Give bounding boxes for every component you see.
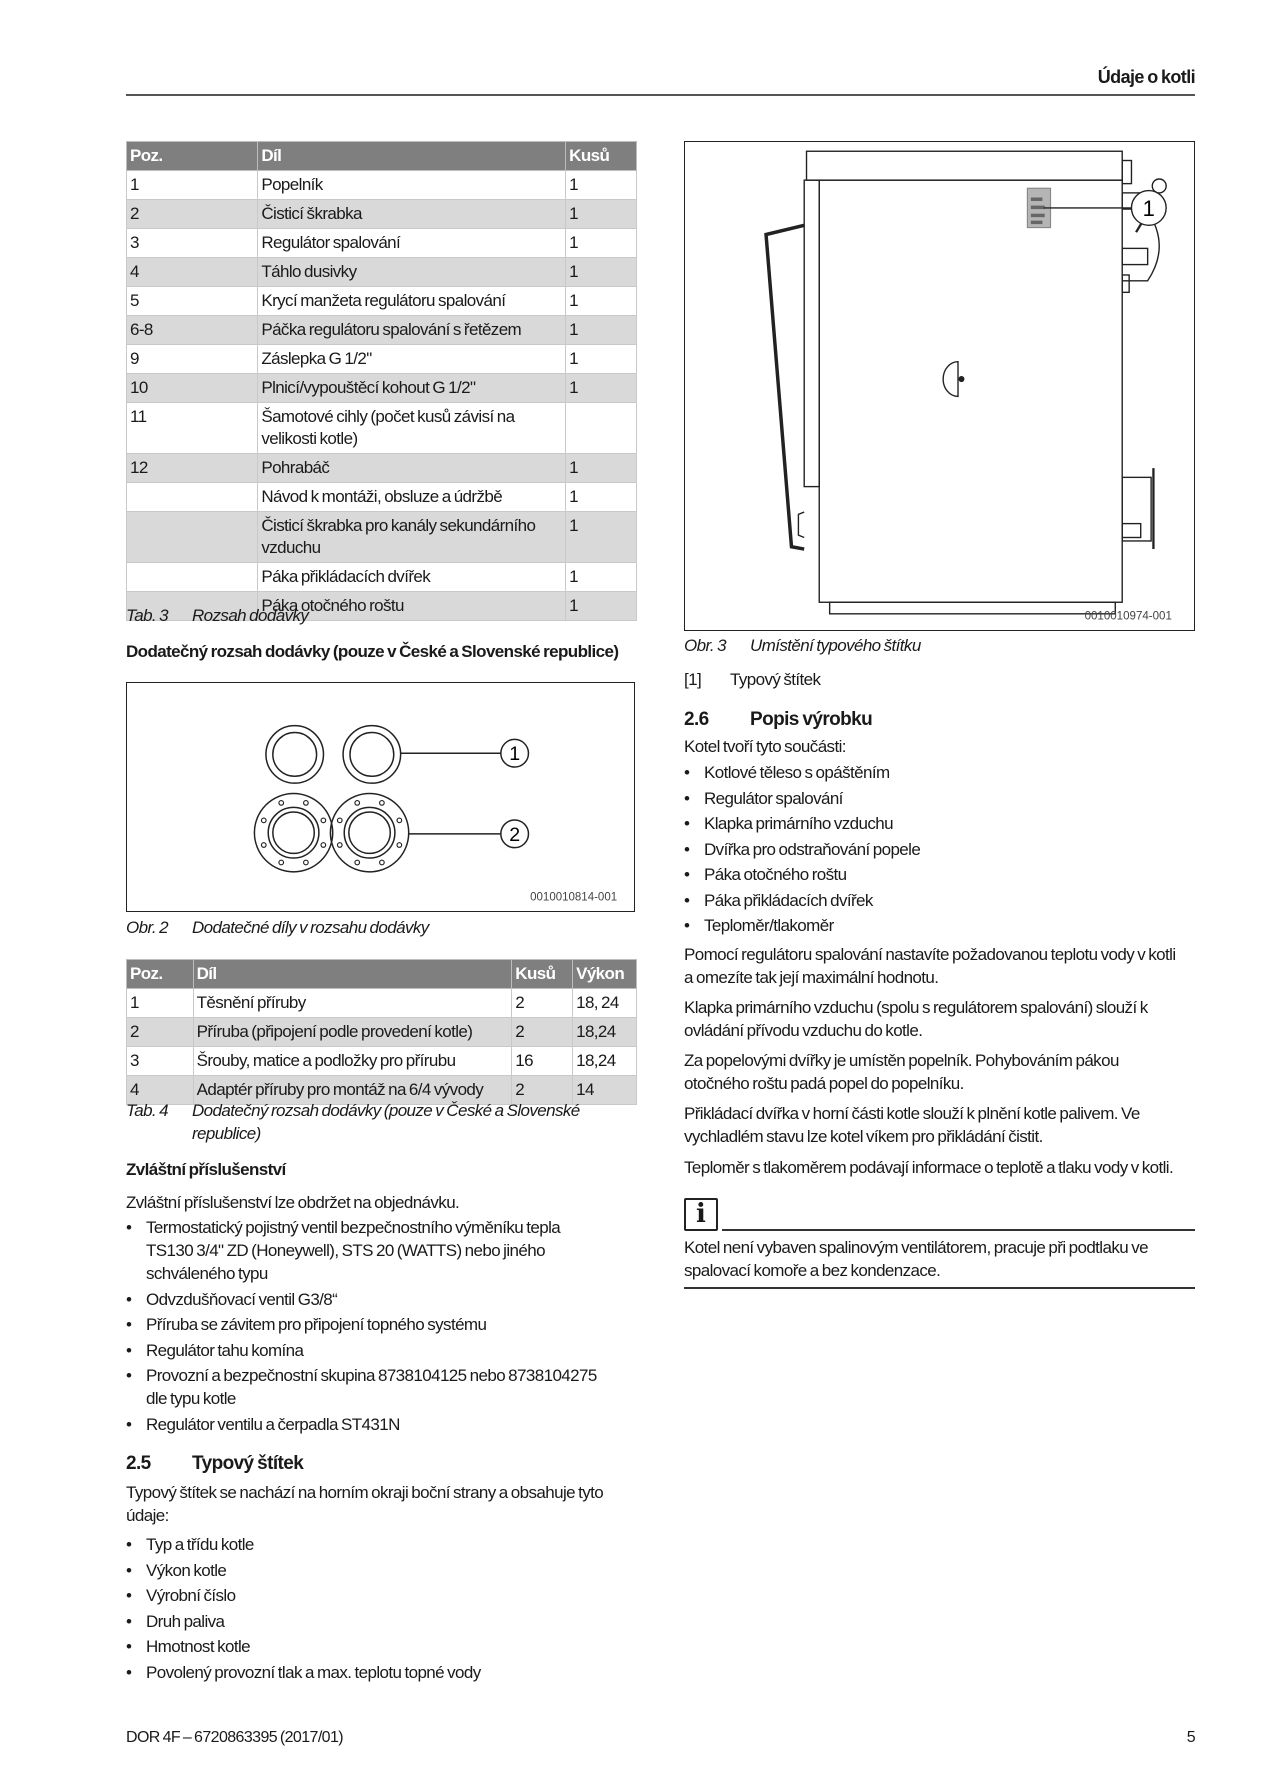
paragraph: Teploměr s tlakoměrem podávají informace o teplotě a tlaku vody v kotli. bbox=[684, 1158, 1174, 1177]
table-row bbox=[127, 374, 637, 403]
cell-part: Regulátor spalování bbox=[258, 229, 566, 258]
additional-delivery-table bbox=[126, 959, 637, 1105]
cell-part: Těsnění příruby bbox=[193, 989, 512, 1018]
table-row bbox=[127, 316, 637, 345]
table-row bbox=[127, 403, 637, 454]
cell-qty: 1 bbox=[566, 171, 637, 200]
gasket-ring bbox=[343, 726, 401, 784]
bolt-hole bbox=[337, 818, 342, 823]
bullet-icon: • bbox=[126, 1366, 132, 1385]
table-row bbox=[127, 483, 637, 512]
front-panel bbox=[804, 180, 819, 486]
flange-part bbox=[330, 794, 408, 872]
table-row bbox=[127, 200, 637, 229]
cell-pos: 10 bbox=[127, 374, 258, 403]
bolt-hole bbox=[304, 801, 309, 806]
table3-caption-number: Tab. 3 bbox=[126, 606, 169, 625]
note-text: Kotel není vybaven spalinovým ventilátorem, pracuje při podtlaku ve spalovací komoře a bez kondenzace. bbox=[684, 1238, 1148, 1280]
boiler-top-cover bbox=[807, 151, 1123, 180]
cell-part: Návod k montáži, obsluze a údržbě bbox=[258, 483, 566, 512]
list-item-text: Regulátor tahu komína bbox=[146, 1340, 304, 1360]
bullet-icon: • bbox=[126, 1414, 132, 1434]
list-item-text: Odvzdušňovací ventil G3/8“ bbox=[146, 1289, 338, 1309]
cell-qty: 1 bbox=[566, 563, 637, 592]
cell-qty: 1 bbox=[566, 374, 637, 403]
bolt-hole bbox=[304, 860, 309, 865]
boiler-base bbox=[830, 602, 1116, 614]
cell-part: Páka přikládacích dvířek bbox=[258, 563, 566, 592]
paragraph: Přikládací dvířka v horní části kotle slouží k plnění kotle palivem. Ve vychladlém stavu lze kotel víkem pro přikládání čistit. bbox=[684, 1104, 1140, 1146]
scope-of-delivery-table bbox=[126, 141, 637, 621]
cell-qty bbox=[566, 403, 637, 454]
bullet-icon: • bbox=[684, 839, 690, 859]
bullet-icon: • bbox=[126, 1560, 132, 1580]
list-item-text: Příruba se závitem pro připojení topného systému bbox=[146, 1315, 487, 1334]
callout-label: 1 bbox=[1142, 196, 1155, 222]
bullet-icon: • bbox=[126, 1586, 132, 1605]
bolt-hole bbox=[261, 843, 266, 848]
column-header-part: Díl bbox=[193, 960, 512, 989]
cell-part: Šrouby, matice a podložky pro přírubu bbox=[193, 1047, 512, 1076]
note-bottom-rule bbox=[684, 1287, 1195, 1289]
cell-part: Šamotové cihly (počet kusů závisí na velikosti kotle) bbox=[258, 403, 566, 454]
cell-qty: 2 bbox=[512, 1018, 573, 1047]
list-item-text: Kotlové těleso s opáštěním bbox=[704, 763, 890, 782]
table4-caption-number: Tab. 4 bbox=[126, 1101, 169, 1120]
cell-pos bbox=[127, 483, 258, 512]
cell-part: Páčka regulátoru spalování s řetězem bbox=[258, 316, 566, 345]
bullet-icon: • bbox=[684, 865, 690, 884]
bolt-hole bbox=[355, 801, 360, 806]
cell-qty: 1 bbox=[566, 200, 637, 229]
cell-pos: 4 bbox=[127, 1076, 194, 1105]
bolt-hole bbox=[397, 818, 402, 823]
list-item-text: Teploměr/tlakoměr bbox=[704, 916, 834, 935]
keyhole bbox=[943, 362, 958, 397]
table-row bbox=[127, 345, 637, 374]
figure-additional-parts bbox=[126, 682, 635, 912]
bullet-icon: • bbox=[126, 1611, 132, 1631]
bullet-icon: • bbox=[126, 1340, 132, 1360]
figure3-caption-number: Obr. 3 bbox=[684, 636, 727, 655]
table-row bbox=[127, 512, 637, 563]
callout-label: 2 bbox=[509, 823, 521, 846]
column-header-pos: Poz. bbox=[127, 142, 258, 171]
table-row bbox=[127, 454, 637, 483]
bullet-icon: • bbox=[684, 788, 690, 808]
cell-pos bbox=[127, 512, 258, 563]
boiler-side-drawing bbox=[685, 142, 1194, 630]
cell-output: 18,24 bbox=[573, 1018, 637, 1047]
table-row bbox=[127, 1018, 637, 1047]
column-header-pos: Poz. bbox=[127, 960, 194, 989]
figure2-caption-text: Dodatečné díly v rozsahu dodávky bbox=[192, 918, 429, 937]
cell-pos: 1 bbox=[127, 171, 258, 200]
list-item-text: Povolený provozní tlak a max. teplotu topné vody bbox=[146, 1662, 481, 1682]
bullet-icon: • bbox=[684, 890, 690, 910]
table3-caption-text: Rozsah dodávky bbox=[192, 606, 309, 625]
cell-qty: 1 bbox=[566, 454, 637, 483]
section-2-6-intro: Kotel tvoří tyto součásti: bbox=[684, 737, 846, 756]
accessories-intro: Zvláštní příslušenství lze obdržet na objednávku. bbox=[126, 1193, 460, 1212]
bullet-icon: • bbox=[126, 1662, 132, 1682]
page-number: 5 bbox=[1186, 1729, 1195, 1746]
cell-part: Příruba (připojení podle provedení kotle) bbox=[193, 1018, 512, 1047]
list-item-text: Dvířka pro odstraňování popele bbox=[704, 839, 921, 859]
figure3-caption-text: Umístění typového štítku bbox=[750, 636, 921, 655]
cell-part: Záslepka G 1/2" bbox=[258, 345, 566, 374]
cell-output: 18,24 bbox=[573, 1047, 637, 1076]
figure-code: 0010010974-001 bbox=[1084, 610, 1172, 623]
table-row bbox=[127, 229, 637, 258]
legend-number: [1] bbox=[684, 670, 702, 689]
cell-output: 14 bbox=[573, 1076, 637, 1105]
list-item-text: Výkon kotle bbox=[146, 1560, 227, 1580]
cell-pos: 6-8 bbox=[127, 316, 258, 345]
table4-caption-text: Dodatečný rozsah dodávky (pouze v České a Slovenské republice) bbox=[192, 1101, 580, 1143]
cell-part: Páka otočného roštu bbox=[258, 592, 566, 621]
bullet-icon: • bbox=[126, 1637, 132, 1656]
cell-qty: 16 bbox=[512, 1047, 573, 1076]
cell-pos: 12 bbox=[127, 454, 258, 483]
bolt-hole bbox=[380, 860, 385, 865]
column-header-qty: Kusů bbox=[566, 142, 637, 171]
list-item-text: Výrobní číslo bbox=[146, 1586, 236, 1605]
legend-text: Typový štítek bbox=[730, 670, 821, 689]
section-2-5-intro: Typový štítek se nachází na horním okraji boční strany a obsahuje tyto údaje: bbox=[126, 1483, 604, 1525]
cell-pos: 2 bbox=[127, 1018, 194, 1047]
section-2-6-title: Popis výrobku bbox=[750, 709, 873, 730]
cell-pos: 11 bbox=[127, 403, 258, 454]
bolt-hole bbox=[337, 843, 342, 848]
accessories-heading: Zvláštní příslušenství bbox=[126, 1160, 286, 1179]
flange-parts-drawing bbox=[127, 683, 634, 911]
cell-pos: 2 bbox=[127, 200, 258, 229]
section-2-5-title: Typový štítek bbox=[192, 1453, 304, 1474]
note-top-rule bbox=[722, 1229, 1195, 1231]
figure-nameplate-location bbox=[684, 141, 1195, 631]
footer-doc-id: DOR 4F – 6720863395 (2017/01) bbox=[126, 1729, 343, 1746]
bullet-icon: • bbox=[126, 1289, 132, 1309]
list-item-text: Termostatický pojistný ventil bezpečnostního výměníku tepla TS130 3/4" ZD (Honeywell), STS 20 (WATTS) nebo jiného schváleného typu bbox=[146, 1218, 561, 1283]
cell-pos: 1 bbox=[127, 989, 194, 1018]
gasket-ring bbox=[266, 726, 324, 784]
list-item-text: Hmotnost kotle bbox=[146, 1637, 250, 1656]
cell-output: 18, 24 bbox=[573, 989, 637, 1018]
bullet-icon: • bbox=[126, 1535, 132, 1554]
bullet-icon: • bbox=[684, 763, 690, 782]
cell-qty: 1 bbox=[566, 345, 637, 374]
bolt-hole bbox=[321, 843, 326, 848]
paragraph: Klapka primárního vzduchu (spolu s regulátorem spalování) slouží k ovládání přívodu vzduchu do kotle. bbox=[684, 998, 1148, 1040]
list-item-text: Regulátor spalování bbox=[704, 788, 843, 808]
cell-pos: 9 bbox=[127, 345, 258, 374]
column-header-qty: Kusů bbox=[512, 960, 573, 989]
loading-door bbox=[766, 225, 804, 549]
cell-qty: 2 bbox=[512, 1076, 573, 1105]
list-item-text: Páka otočného roštu bbox=[704, 865, 847, 884]
figure-code: 0010010814-001 bbox=[530, 891, 618, 904]
flange-part bbox=[254, 794, 332, 872]
cell-qty: 1 bbox=[566, 483, 637, 512]
cell-qty: 1 bbox=[566, 229, 637, 258]
list-item-text: Typ a třídu kotle bbox=[146, 1535, 254, 1554]
list-item-text: Páka přikládacích dvířek bbox=[704, 890, 873, 910]
bolt-hole bbox=[279, 801, 284, 806]
cell-qty: 1 bbox=[566, 287, 637, 316]
table-row bbox=[127, 287, 637, 316]
paragraph: Pomocí regulátoru spalování nastavíte požadovanou teplotu vody v kotli a omezíte tak její maximální hodnotu. bbox=[684, 945, 1176, 987]
list-item-text: Regulátor ventilu a čerpadla ST431N bbox=[146, 1414, 400, 1434]
table-header-row bbox=[127, 142, 637, 171]
cell-part: Plnicí/vypouštěcí kohout G 1/2" bbox=[258, 374, 566, 403]
column-header-output: Výkon bbox=[573, 960, 637, 989]
list-item-text: Provozní a bezpečnostní skupina 8738104125 nebo 8738104275 dle typu kotle bbox=[146, 1366, 597, 1408]
section-2-5-number: 2.5 bbox=[126, 1453, 151, 1474]
cell-qty: 2 bbox=[512, 989, 573, 1018]
cell-part: Táhlo dusivky bbox=[258, 258, 566, 287]
bullet-icon: • bbox=[684, 916, 690, 935]
cell-pos: 4 bbox=[127, 258, 258, 287]
cell-part: Krycí manžeta regulátoru spalování bbox=[258, 287, 566, 316]
info-icon: i bbox=[684, 1198, 718, 1231]
cell-part: Čisticí škrabka pro kanály sekundárního vzduchu bbox=[258, 512, 566, 563]
table-row bbox=[127, 563, 637, 592]
callout-label: 1 bbox=[509, 743, 521, 766]
cell-pos: 3 bbox=[127, 229, 258, 258]
cell-qty: 1 bbox=[566, 316, 637, 345]
bolt-hole bbox=[397, 843, 402, 848]
bullet-icon: • bbox=[126, 1315, 132, 1334]
paragraph: Za popelovými dvířky je umístěn popelník. Pohybováním pákou otočného roštu padá popel do popelníku. bbox=[684, 1051, 1119, 1093]
bolt-hole bbox=[279, 860, 284, 865]
cell-qty: 1 bbox=[566, 592, 637, 621]
cell-pos bbox=[127, 563, 258, 592]
bullet-icon: • bbox=[126, 1218, 132, 1237]
bolt-hole bbox=[261, 818, 266, 823]
bullet-icon: • bbox=[684, 814, 690, 833]
figure2-caption-number: Obr. 2 bbox=[126, 918, 169, 937]
cell-qty: 1 bbox=[566, 258, 637, 287]
table-row bbox=[127, 258, 637, 287]
list-item-text: Klapka primárního vzduchu bbox=[704, 814, 894, 833]
extra-delivery-heading: Dodatečný rozsah dodávky (pouze v České a Slovenské republice) bbox=[126, 642, 619, 661]
cell-pos: 3 bbox=[127, 1047, 194, 1076]
cell-part: Čisticí škrabka bbox=[258, 200, 566, 229]
table-row bbox=[127, 171, 637, 200]
table-row bbox=[127, 989, 637, 1018]
section-2-6-number: 2.6 bbox=[684, 709, 709, 730]
cell-pos: 5 bbox=[127, 287, 258, 316]
boiler-body bbox=[819, 180, 1122, 602]
cell-part: Pohrabáč bbox=[258, 454, 566, 483]
table-row bbox=[127, 1047, 637, 1076]
bolt-hole bbox=[355, 860, 360, 865]
section-running-title: Údaje o kotli bbox=[1097, 67, 1195, 87]
cell-qty: 1 bbox=[566, 512, 637, 563]
list-item-text: Druh paliva bbox=[146, 1611, 225, 1631]
cell-part: Adaptér příruby pro montáž na 6/4 vývody bbox=[193, 1076, 512, 1105]
cell-part: Popelník bbox=[258, 171, 566, 200]
table-header-row bbox=[127, 960, 637, 989]
column-header-part: Díl bbox=[258, 142, 566, 171]
header-rule bbox=[126, 94, 1195, 96]
bolt-hole bbox=[321, 818, 326, 823]
bolt-hole bbox=[380, 801, 385, 806]
